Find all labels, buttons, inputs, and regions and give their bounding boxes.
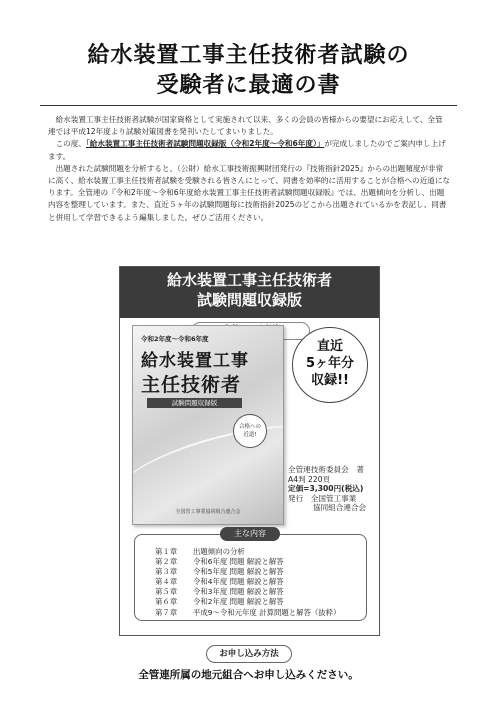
headline-line-1: 給水装置工事主任技術者試験の <box>87 43 410 68</box>
intro-p2-pre: この度、 <box>55 139 86 149</box>
cover-stamp-line-1: 合格への <box>238 424 261 430</box>
cover-title-1: 給水装置工事 <box>141 351 249 371</box>
publisher-name-1: 全国管工事業 <box>310 493 357 503</box>
headline-divider <box>40 105 457 106</box>
recent-years-badge <box>292 327 368 403</box>
contents-item <box>155 557 340 567</box>
chapter-number: 第４章 <box>155 577 178 587</box>
book-panel <box>119 266 380 636</box>
recent-line-3: 収録!! <box>311 373 349 388</box>
recent-line-1: 直近 <box>316 339 343 354</box>
application-method-label: お申し込み方法 <box>206 645 292 663</box>
chapter-number: 第３章 <box>155 567 178 577</box>
contents-heading: 主な内容 <box>220 527 280 541</box>
cover-publisher: 全国管工事業協同組合連合会 <box>175 509 241 515</box>
intro-text <box>48 114 450 224</box>
intro-paragraph-2 <box>48 138 450 162</box>
chapter-title: 令和5年度 問題 解説と解答 <box>193 567 284 577</box>
chapter-title: 出題傾向の分析 <box>193 547 245 556</box>
contents-item <box>155 567 340 577</box>
chapter-title: 令和2年度 問題 解説と解答 <box>193 597 284 607</box>
contents-list <box>155 547 340 618</box>
chapter-number: 第２章 <box>155 557 178 567</box>
book-author: 全管連技術委員会 著 <box>288 465 364 474</box>
chapter-number: 第７章 <box>155 607 178 617</box>
intro-p2-post: が完成しましたのでご案内申し上げます。 <box>48 139 446 161</box>
book-panel-title-1: 給水装置工事主任技術者 <box>166 271 332 289</box>
intro-book-title: 「給水装置工事主任技術者試験問題収録版（令和2年度〜令和6年度）」 <box>85 139 325 149</box>
contents-item <box>155 547 340 557</box>
cover-years: 令和2年度〜令和6年度 <box>141 335 209 343</box>
chapter-title: 平成9〜令和元年度 計算問題と解答（抜粋） <box>193 607 341 617</box>
book-panel-title-2: 試験問題収録版 <box>196 291 302 309</box>
contents-item <box>155 608 340 618</box>
headline-line-2: 受験者に最適の書 <box>156 73 341 98</box>
cover-title-2: 主任技術者 <box>141 374 242 396</box>
cover-stamp-line-2: 近道! <box>243 432 257 438</box>
book-size: A4判 220頁 <box>288 474 331 484</box>
contents-box <box>134 529 367 621</box>
chapter-title: 令和4年度 問題 解説と解答 <box>193 577 284 587</box>
cover-subtitle: 試験問題収録版 <box>147 398 242 408</box>
intro-paragraph-1: 給水装置工事主任技術者試験が国家資格として実施されて以来、多くの会員の皆様からの要望にお応えして、全管連では平成12年度より試験対策図書を発刊いたしてまいりました。 <box>48 115 443 137</box>
cover-stamp <box>233 414 267 448</box>
publisher-label: 発行 <box>288 493 304 503</box>
book-price: 定価=3,300円(税込) <box>288 484 364 494</box>
chapter-number: 第５章 <box>155 587 178 597</box>
intro-paragraph-3: 出題された試験問題を分析すると、（公財）給水工事技術振興財団発行の『技術指針2025』からの出題頻度が非常に高く、給水装置工事主任技術者試験を受験される皆さんにとって、同書を効率的に活用することが合格への近道になります。全管連の『令和2年度〜令和6年度給水装置工事主任技術者試験問題収録版』では、出題傾向を分析し、出題内容を整理しています。また、直近５ヶ年の試験問題毎に技術指針2025のどこから出題されているかを表記し、同書と併用して学習できるよう編集しました。ぜひご活用ください。 <box>48 163 451 222</box>
contents-item <box>155 577 340 587</box>
application-instructions: 全管連所属の地元組合へお申し込みください。 <box>138 669 359 681</box>
book-info <box>288 465 366 513</box>
recent-line-2: 5ヶ年分 <box>305 356 355 371</box>
contents-item <box>155 587 340 597</box>
book-publisher <box>288 494 366 504</box>
book-cover-image <box>132 325 284 525</box>
chapter-number: 第６章 <box>155 597 178 607</box>
book-publisher-2: 協同組合連合会 <box>313 503 367 513</box>
chapter-title: 令和3年度 問題 解説と解答 <box>193 587 284 597</box>
chapter-title: 令和6年度 問題 解説と解答 <box>193 557 284 567</box>
contents-item <box>155 597 340 607</box>
book-panel-header <box>120 267 379 318</box>
chapter-number: 第１章 <box>155 547 178 556</box>
